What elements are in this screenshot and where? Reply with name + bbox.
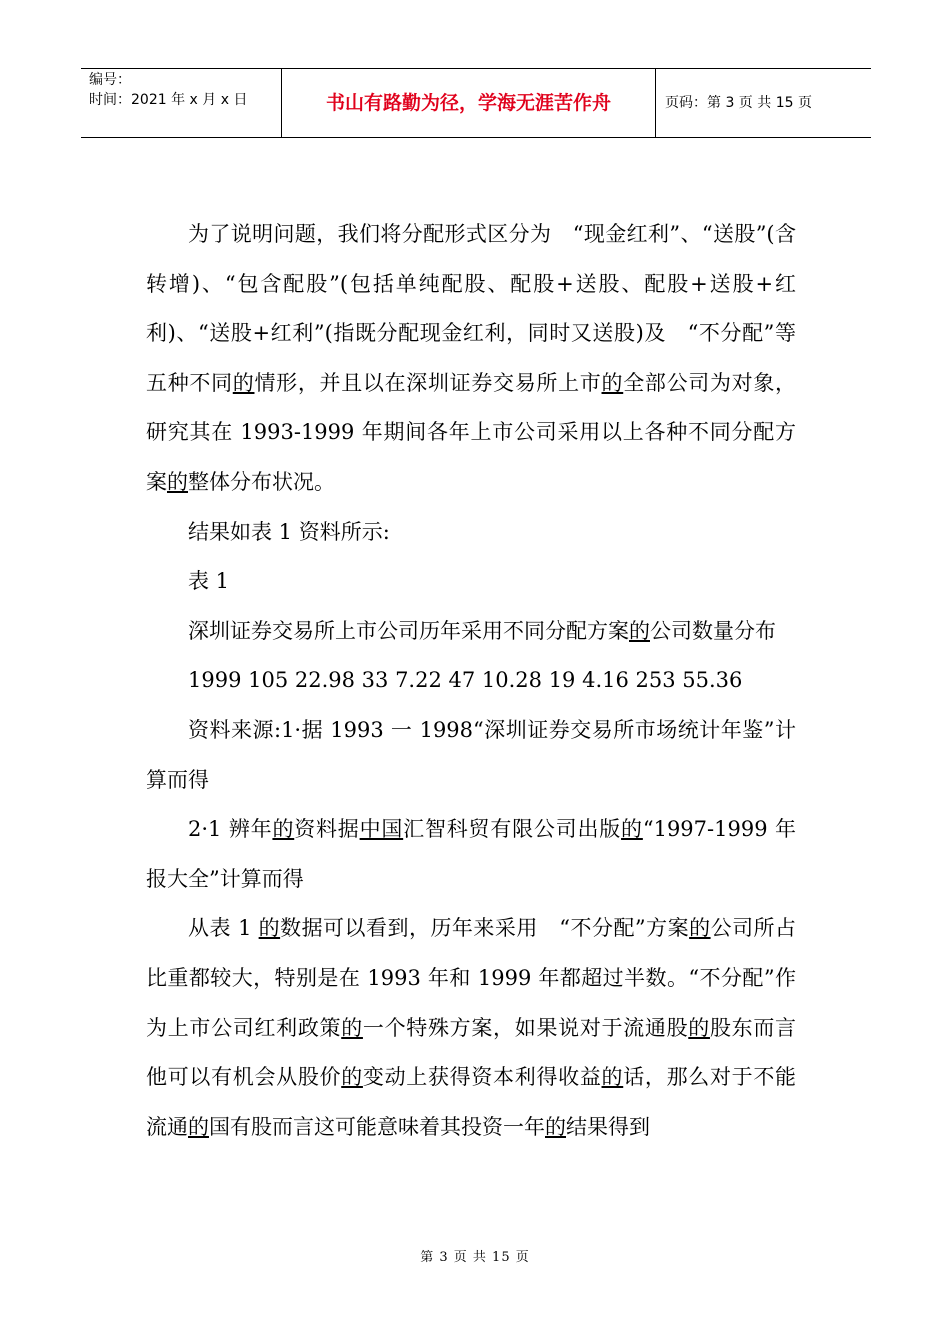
document-body [146, 210, 796, 1152]
text-run: 汇智科贸有限公司出版 [403, 817, 622, 842]
text-run: 国有股而言这可能意味着其投资一年 [209, 1114, 545, 1139]
table-data-row: 1999 105 22.98 33 7.22 47 10.28 19 4.16 253 55.36 [188, 668, 743, 693]
text-run: 结果得到 [566, 1114, 650, 1139]
text-run: 2·1 辨年 [188, 817, 273, 842]
page-footer: 第 3 页 共 15 页 [420, 1250, 530, 1265]
text-run: “1997-1999 年报大全”计算而得 [146, 817, 797, 891]
underlined-text: 中国 [359, 817, 404, 842]
text-run: 资料据 [294, 817, 360, 842]
source-note-1: 资料来源:1·据 1993 一 1998“深圳证券交易所市场统计年鉴”计算而得 [146, 717, 796, 792]
paragraph-result-intro: 结果如表 1 资料所示: [188, 519, 390, 544]
page-header [81, 68, 871, 138]
header-meta [89, 69, 289, 137]
table-label: 表 1 [188, 569, 230, 594]
table-title [146, 607, 796, 657]
underlined-text: 的 [601, 1065, 624, 1090]
underlined-text: 的 [341, 1015, 363, 1040]
underlined-text: 的 [688, 1015, 710, 1040]
source-note-2 [146, 805, 796, 904]
text-run: 一个特殊方案，如果说对于流通股 [362, 1015, 689, 1040]
document-number-label: 编号： [89, 72, 131, 88]
paragraph-analysis [146, 904, 796, 1152]
text-run: 从表 1 [188, 916, 259, 941]
underlined-text: 的 [341, 1065, 363, 1090]
text-run: 变动上获得资本利得收益 [362, 1065, 602, 1090]
text-run: 全部公司为对象，研究其在 1993-1999 年期间各年上市公司采用以上各种不同分配方案 [146, 370, 797, 494]
underlined-text: 的 [689, 916, 711, 941]
underlined-text: 的 [601, 370, 624, 395]
text-run: 公司所占比重都较大，特别是在 1993 年和 1999 年都超过半数。“不分配”作为上市公司红利政策 [146, 916, 797, 1040]
underlined-text: 的 [629, 618, 650, 643]
text-run: 为了说明问题，我们将分配形式区分为 “现金红利”、“送股”(含转增)、“包含配股”(包括单纯配股、配股+送股、配股+送股+红利)、“送股+红利”(指既分配现金红利，同时又送股)及 “不分配”等五种不同 [146, 222, 796, 395]
underlined-text: 的 [545, 1114, 566, 1139]
text-run: 整体分布状况。 [188, 469, 335, 494]
header-page-info: 页码：第 3 页 共 15 页 [665, 95, 812, 111]
document-time-label: 时间：2021 年 x 月 x 日 [89, 92, 248, 108]
underlined-text: 的 [167, 469, 188, 494]
underlined-text: 的 [188, 1114, 209, 1139]
underlined-text: 的 [621, 817, 643, 842]
underlined-text: 的 [258, 916, 281, 941]
text-run: 公司数量分布 [650, 618, 776, 643]
underlined-text: 的 [272, 817, 295, 842]
header-motto: 书山有路勤为径，学海无涯苦作舟 [325, 92, 611, 114]
underlined-text: 的 [232, 370, 255, 395]
paragraph-intro [146, 210, 796, 508]
text-run: 情形，并且以在深圳证券交易所上市 [254, 370, 602, 395]
text-run: 话，那么对于不能流通 [146, 1065, 797, 1139]
text-run: 数据可以看到，历年来采用 “不分配”方案 [280, 916, 690, 941]
header-divider [655, 69, 656, 137]
text-run: 股东而言他可以有机会从股价 [146, 1015, 797, 1090]
text-run: 深圳证券交易所上市公司历年采用不同分配方案 [188, 618, 629, 643]
